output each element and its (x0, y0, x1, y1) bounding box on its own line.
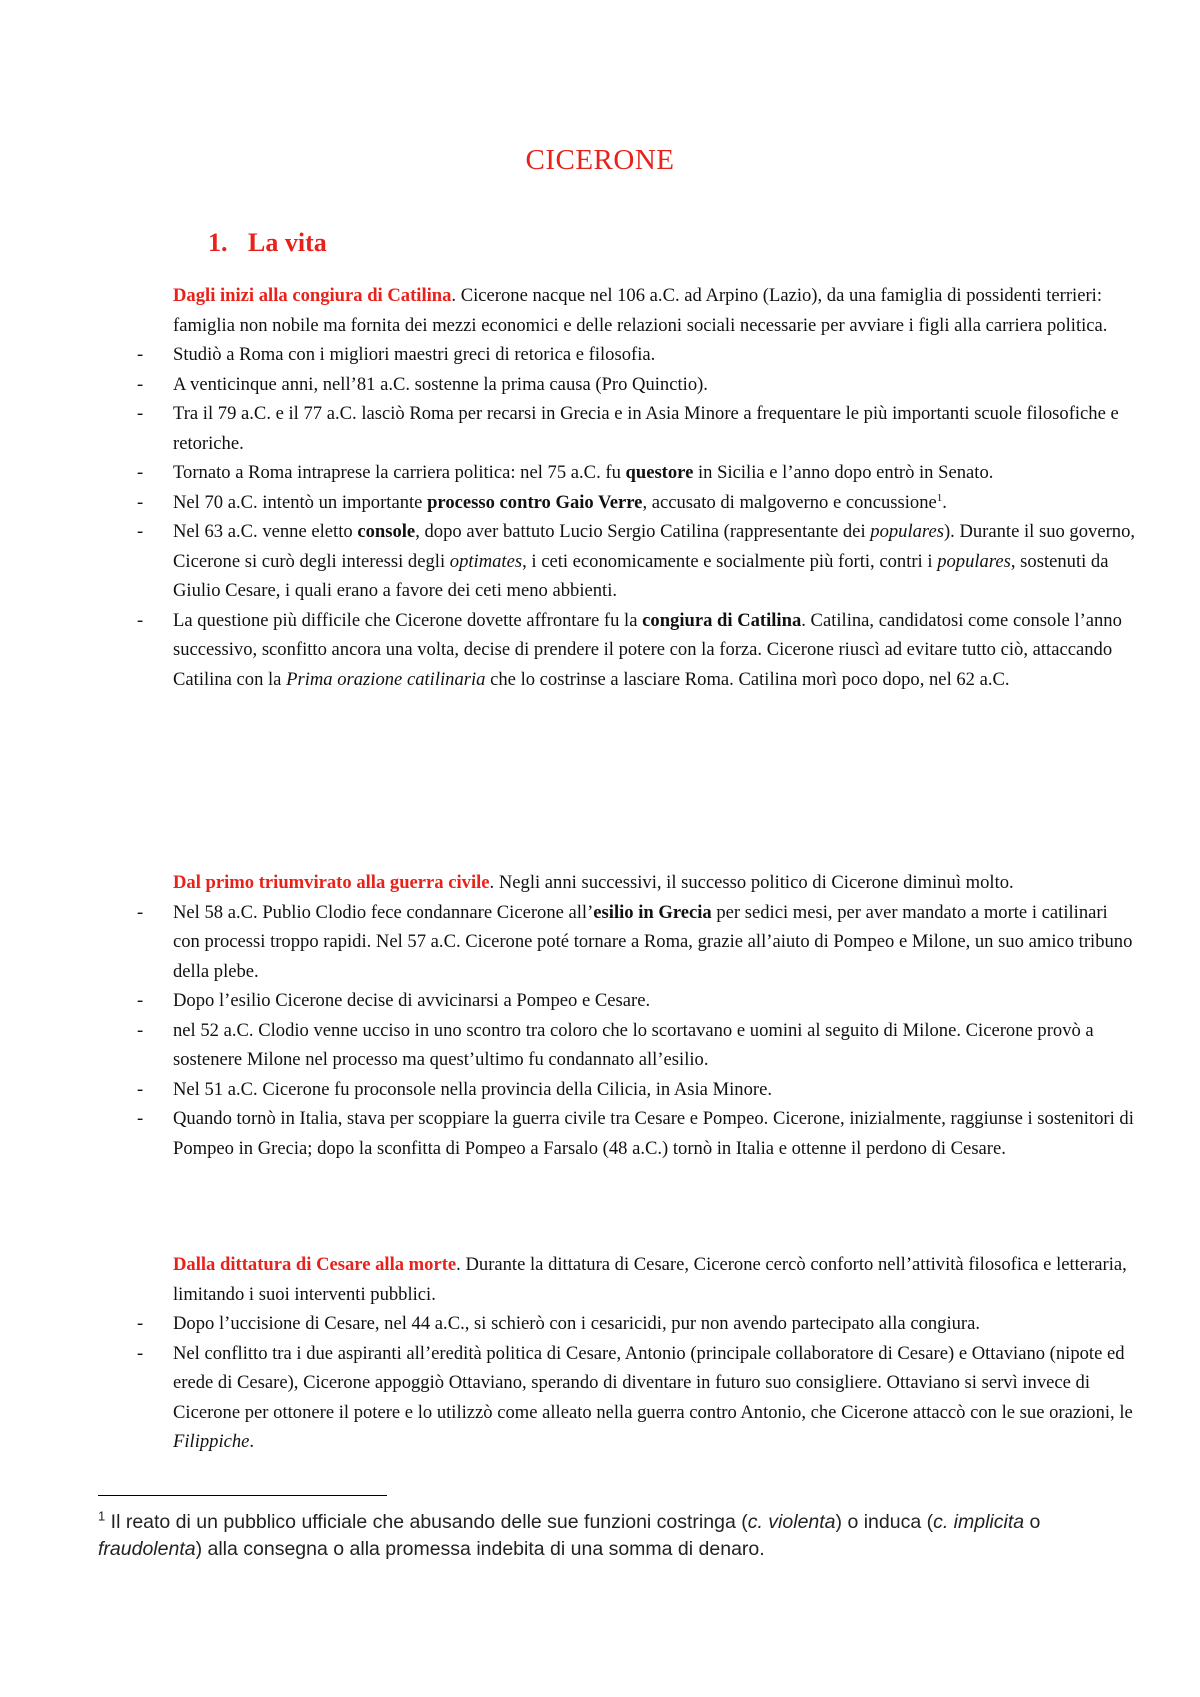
footnote-mark: 1 (98, 1508, 106, 1524)
section-part-3 (173, 1250, 1136, 1457)
list-item: - Nel conflitto tra i due aspiranti all’eredità politica di Cesare, Antonio (principale collaboratore di Cesare) e Ottaviano (nipote ed erede di Cesare), Cicerone appoggiò Ottaviano, sperando di diventare in futuro suo consigliere. Ottaviano si servì invece di Cicerone per ottonere il potere e lo utilizzò come alleato nella guerra contro Antonio, che Cicerone attaccò con le sue orazioni, le Filippiche. (173, 1339, 1136, 1457)
list-item: - Studiò a Roma con i migliori maestri greci di retorica e filosofia. (173, 340, 1136, 370)
paragraph-intro: Dal primo triumvirato alla guerra civile. Negli anni successivi, il successo politico di Cicerone diminuì molto. (173, 872, 1014, 893)
bullet-list (173, 1309, 1136, 1457)
paragraph-intro: Dagli inizi alla congiura di Catilina. Cicerone nacque nel 106 a.C. ad Arpino (Lazio), da una famiglia di possidenti terrieri: famiglia non nobile ma fornita dei mezzi economici e delle relazioni sociali necessarie per avviare i figli alla carriera politica. (173, 285, 1108, 336)
section-title: La vita (248, 228, 327, 257)
section-number: 1. (208, 228, 228, 257)
bold-term: congiura di Catilina (642, 609, 802, 631)
list-item: - Nel 63 a.C. venne eletto console, dopo aver battuto Lucio Sergio Catilina (rappresentante dei populares). Durante il suo governo, Cicerone si curò degli interessi degli optimates, i ceti economicamente e socialmente più forti, contri i populares, sostenuti da Giulio Cesare, i quali erano a favore dei ceti meno abbienti. (173, 517, 1136, 606)
list-item: - Quando tornò in Italia, stava per scoppiare la guerra civile tra Cesare e Pompeo. Cicerone, inizialmente, raggiunse i sostenitori di Pompeo in Grecia; dopo la sconfitta di Pompeo a Farsalo (48 a.C.) tornò in Italia e ottenne il perdono di Cesare. (173, 1104, 1136, 1163)
list-item: - Tra il 79 a.C. e il 77 a.C. lasciò Roma per recarsi in Grecia e in Asia Minore a frequentare le più importanti scuole filosofiche e retoriche. (173, 399, 1136, 458)
list-item: - Dopo l’esilio Cicerone decise di avvicinarsi a Pompeo e Cesare. (173, 986, 1136, 1016)
list-item: - nel 52 a.C. Clodio venne ucciso in uno scontro tra coloro che lo scortavano e uomini al seguito di Milone. Cicerone provò a sostenere Milone nel processo ma quest’ultimo fu condannato all’esilio. (173, 1016, 1136, 1075)
section-part-2 (173, 868, 1136, 1163)
subsection-lead: Dalla dittatura di Cesare alla morte (173, 1254, 457, 1275)
footnote: $^1$ Il reato di un pubblico ufficiale che abusando delle sue funzioni costringa (c. violenta) o induca (c. implicita o fraudolenta) alla consegna o alla promessa indebita di una somma di denaro. (98, 1508, 1041, 1560)
bullet-list (173, 898, 1136, 1164)
section-heading (208, 228, 327, 258)
bold-term: console (357, 521, 416, 542)
footnote-reference[interactable]: 1 (936, 491, 943, 504)
bold-term: esilio in Grecia (593, 901, 712, 923)
footnote-separator (98, 1495, 387, 1496)
list-item: - La questione più difficile che Cicerone dovette affrontare fu la congiura di Catilina. Catilina, candidatosi come console l’anno successivo, sconfitto ancora una volta, decise di prendere il potere con la forza. Cicerone riuscì ad evitare tutto ciò, attaccando Catilina con la Prima orazione catilinaria che lo costrinse a lasciare Roma. Catilina morì poco dopo, nel 62 a.C. (173, 606, 1136, 695)
list-item: - Dopo l’uccisione di Cesare, nel 44 a.C., si schierò con i cesaricidi, pur non avendo partecipato alla congiura. (173, 1309, 1136, 1339)
list-item: - Tornato a Roma intraprese la carriera politica: nel 75 a.C. fu questore in Sicilia e l’anno dopo entrò in Senato. (173, 458, 1136, 488)
section-part-1 (173, 281, 1136, 694)
list-item: - Nel 58 a.C. Publio Clodio fece condannare Cicerone all’esilio in Grecia per sedici mesi, per aver mandato a morte i catilinari con processi troppo rapidi. Nel 57 a.C. Cicerone poté tornare a Roma, grazie all’aiuto di Pompeo e Milone, un suo amico tribuno della plebe. (173, 898, 1136, 987)
document-title: CICERONE (525, 144, 675, 176)
list-item: - A venticinque anni, nell’81 a.C. sostenne la prima causa (Pro Quinctio). (173, 370, 1136, 400)
bullet-list (173, 340, 1136, 694)
subsection-lead: Dagli inizi alla congiura di Catilina (173, 285, 452, 306)
list-item: - Nel 70 a.C. intentò un importante processo contro Gaio Verre, accusato di malgoverno e concussione$^1$. (173, 488, 1136, 518)
bold-term: questore (625, 462, 694, 483)
subsection-lead: Dal primo triumvirato alla guerra civile (173, 872, 490, 893)
paragraph-intro: Dalla dittatura di Cesare alla morte. Durante la dittatura di Cesare, Cicerone cercò conforto nell’attività filosofica e letteraria, limitando i suoi interventi pubblici. (173, 1254, 1127, 1305)
list-item: - Nel 51 a.C. Cicerone fu proconsole nella provincia della Cilicia, in Asia Minore. (173, 1075, 1136, 1105)
bold-term: processo contro Gaio Verre (427, 491, 643, 513)
